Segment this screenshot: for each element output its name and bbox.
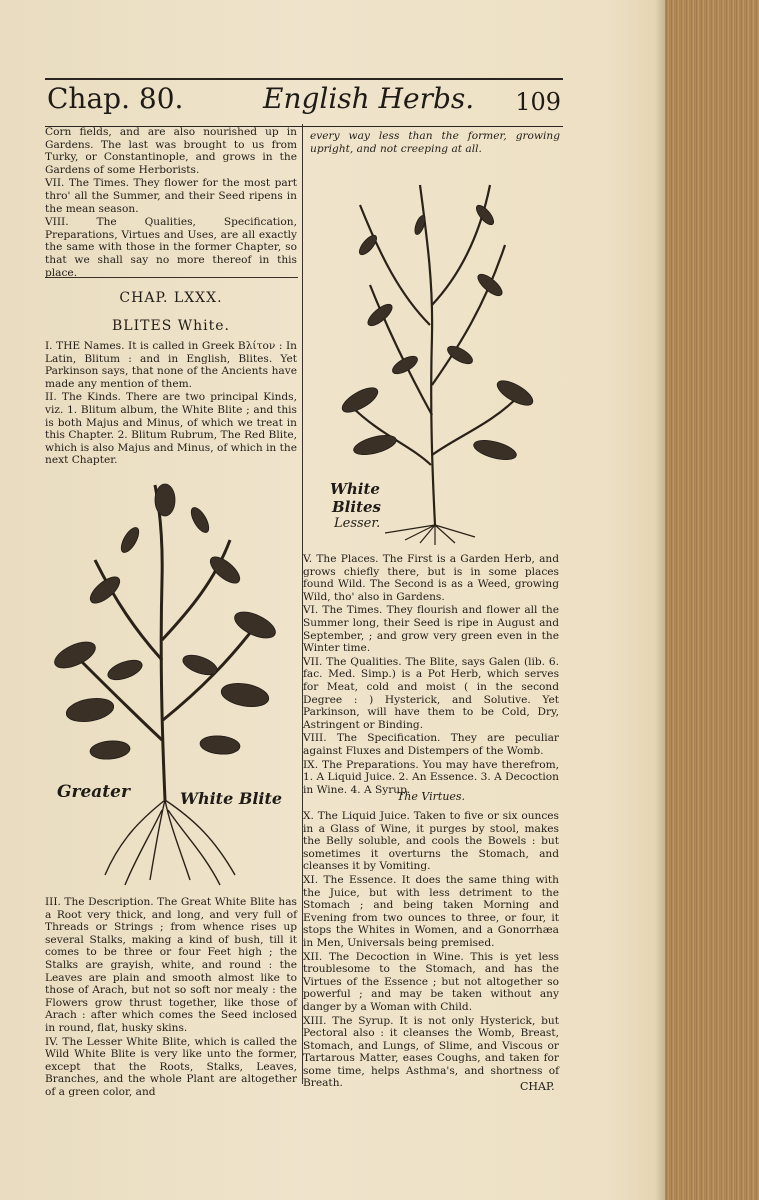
paragraph: IX. The Preparations. You may have therefrom, 1. A Liquid Juice. 2. An Essence. 3. A Decoction in Wine. 4. A Syrup. <box>303 758 559 796</box>
paragraph: XIII. The Syrup. It is not only Hysterick, but Pectoral also : it cleanses the Womb, Breast, Stomach, and Lungs, of Slime, and Viscous or Tartarous Matter, eases Coughs, and taken for some time, helps Asthma's, and shortness of Breath. <box>303 1014 559 1090</box>
paragraph: IV. The Lesser White Blite, which is called the Wild White Blite is very like unto the former, except that the Roots, Stalks, Leaves, Branches, and the whole Plant are altogether of a green color, and <box>45 1035 297 1098</box>
page-edges <box>665 0 759 1200</box>
paragraph: VI. The Times. They flourish and flower all the Summer long, their Seed is ripe in August and September, ; and grow very green even in the Winter time. <box>303 604 559 655</box>
left-column-bottom <box>45 896 297 1100</box>
running-header <box>45 78 563 127</box>
left-column-middle <box>45 340 297 468</box>
paragraph: V. The Places. The First is a Garden Herb, and grows chiefly there, but is in some places found Wild. The Second is as a Weed, growing Wild, tho' also in Gardens. <box>303 553 559 603</box>
left-column-top <box>45 126 297 280</box>
catchword: CHAP. <box>520 1080 555 1093</box>
lesser-label-1: White <box>330 480 380 498</box>
virtues-heading: The Virtues. <box>396 790 466 803</box>
paragraph: I. THE Names. It is called in Greek Βλίτον : In Latin, Blitum : and in English, Blites. Yet Parkinson says, that none of the Ancients have made any mention of them. <box>45 340 297 390</box>
paragraph: VIII. The Specification. They are peculiar against Fluxes and Distempers of the Womb. <box>303 732 559 757</box>
paragraph: II. The Kinds. There are two principal Kinds, viz. 1. Blitum album, the White Blite ; and this is both Majus and Minus, of which we treat in this Chapter. 2. Blitum Rubrum, The Red Blite, which is also Majus and Minus, of which in the next Chapter. <box>45 391 297 467</box>
paragraph: VII. The Qualities. The Blite, says Galen (lib. 6. fac. Med. Simp.) is a Pot Herb, which serves for Meat, cold and moist ( in the second Degree : ) Hysterick, and Solutive. Yet Parkinson, will have them to be Cold, Dry, Astringent or Binding. <box>303 655 559 731</box>
paragraph: VII. The Times. They flower for the most part thro' all the Summer, and their Seed ripens in the mean season. <box>45 177 297 215</box>
paragraph: XI. The Essence. It does the same thing with the Juice, but with less detriment to the Stomach ; and being taken Morning and Evening from two ounces to three, or four, it stops the Whites in Women, and a Gonorrhæa in Men, Universals being premised. <box>303 873 559 949</box>
header-title: English Herbs. <box>263 82 475 115</box>
right-column-bottom <box>303 553 559 797</box>
right-column-top <box>310 130 560 156</box>
paragraph: III. The Description. The Great White Blite has a Root very thick, and long, and very full of Threads or Strings ; from whence rises up several Stalks, making a kind of bush, till it comes to be three or four Feet high ; the Stalks are grayish, white, and round : the Leaves are plain and smooth almost like to those of Arach, but not so soft nor mealy : the Flowers grow thrust together, like those of Arach : after which comes the Seed inclosed in round, flat, husky skins. <box>45 896 297 1034</box>
greater-white-blite-illustration <box>50 480 283 890</box>
greater-label-1: Greater <box>57 782 130 802</box>
lesser-label-3: Lesser. <box>334 516 381 531</box>
greater-label-2: White Blite <box>180 789 283 808</box>
paragraph: XII. The Decoction in Wine. This is yet less troublesome to the Stomach, and has the Virtues of the Essence ; but not altogether so powerful ; and may be taken without any danger by a Woman with Child. <box>303 950 559 1013</box>
page-number: 109 <box>515 88 561 116</box>
virtues-text <box>303 810 559 1091</box>
paragraph: X. The Liquid Juice. Taken to five or six ounces in a Glass of Wine, it purges by stool, makes the Belly soluble, and cools the Bowels : but sometimes it overturns the Stomach, and cleanses it by Vomiting. <box>303 810 559 873</box>
chapter-heading: CHAP. LXXX. <box>119 290 223 306</box>
paragraph: every way less than the former, growing upright, and not creeping at all. <box>310 130 560 155</box>
paragraph: Corn fields, and are also nourished up in Gardens. The last was brought to us from Turky, or Constantinople, and grows in the Gardens of some Herborists. <box>45 126 297 176</box>
chapter-subheading: BLITES White. <box>112 318 230 334</box>
paragraph: VIII. The Qualities, Specification, Preparations, Virtues and Uses, are all exactly the same with those in the former Chapter, so that we shall say no more thereof in this place. <box>45 216 297 279</box>
header-chapter: Chap. 80. <box>47 82 184 115</box>
lesser-label-2: Blites <box>332 498 381 516</box>
